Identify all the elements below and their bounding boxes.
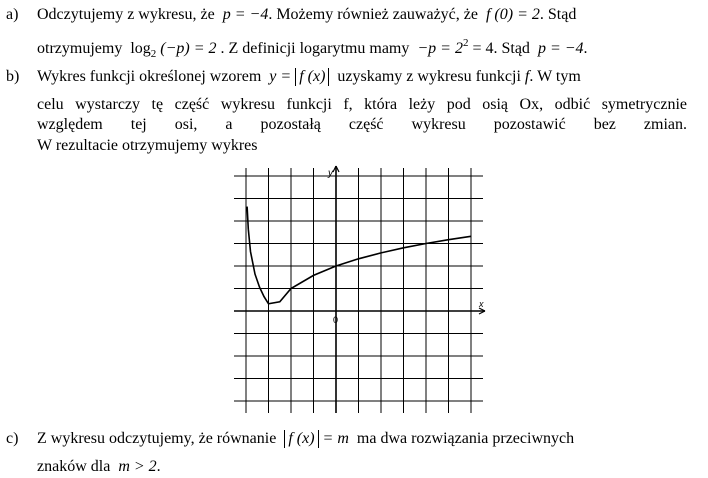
x-axis-label: x bbox=[479, 299, 484, 309]
text-segment: . Z definicji logarytmu mamy bbox=[220, 40, 410, 57]
equation-def-end: = 4 bbox=[468, 40, 494, 57]
part-b-line-2: celu wystarczy tę część wykresu funkcji f, która leży pod osią Ox, odbić symetrycznie bbox=[37, 96, 687, 113]
part-b-line-3: względem tej osi, a pozostałą część wykresu pozostawić bez zmian. bbox=[37, 116, 687, 133]
log-argument: (−p) = 2 bbox=[160, 40, 217, 57]
equation-def: −p = 2 bbox=[417, 40, 463, 57]
text-segment: . Stąd bbox=[493, 40, 530, 57]
axes bbox=[234, 166, 485, 413]
power-exponent: 2 bbox=[462, 37, 469, 49]
equation-p-final: p = −4 bbox=[537, 40, 584, 57]
equation-m: = m bbox=[322, 430, 349, 447]
text-segment: ma dwa rozwiązania przeciwnych bbox=[356, 430, 575, 447]
text-segment: . Możemy również zauważyć, że bbox=[268, 6, 478, 23]
equation-y: y = bbox=[269, 68, 292, 85]
y-axis-label: y bbox=[328, 168, 333, 179]
text-segment: . bbox=[583, 40, 588, 57]
equation-f0: f (0) = 2 bbox=[485, 6, 540, 23]
text-segment: otrzymujemy bbox=[37, 40, 123, 57]
text-segment: Odczytujemy z wykresu, że bbox=[37, 6, 215, 23]
part-b-text-4: W rezultacie otrzymujemy wykres bbox=[37, 137, 258, 154]
text-segment: . W tym bbox=[529, 68, 581, 85]
part-c-label: c) bbox=[6, 430, 19, 447]
text-segment: znaków dla bbox=[37, 458, 111, 475]
abs-f-x: f (x) bbox=[295, 68, 329, 86]
abs-f-x: f (x) bbox=[284, 430, 318, 448]
inequality: m > 2 bbox=[118, 458, 157, 475]
text-segment: Wykres funkcji określonej wzorem bbox=[37, 68, 262, 85]
text-segment: Z wykresu odczytujemy, że równanie bbox=[37, 430, 277, 447]
text-segment: uzyskamy z wykresu funkcji bbox=[337, 68, 521, 85]
part-a-label: a) bbox=[6, 6, 19, 23]
function-f: f bbox=[524, 68, 530, 85]
origin-label: 0 bbox=[333, 315, 339, 325]
part-b-label: b) bbox=[6, 68, 20, 85]
part-c-text-2 bbox=[37, 458, 161, 476]
text-segment: . bbox=[156, 458, 161, 475]
grid-lines bbox=[234, 168, 483, 413]
text-segment: . Stąd bbox=[539, 6, 577, 23]
part-c-text-1 bbox=[37, 430, 574, 448]
log-symbol: log bbox=[130, 40, 151, 57]
equation-p: p = −4 bbox=[222, 6, 269, 23]
log-base: 2 bbox=[150, 48, 157, 60]
